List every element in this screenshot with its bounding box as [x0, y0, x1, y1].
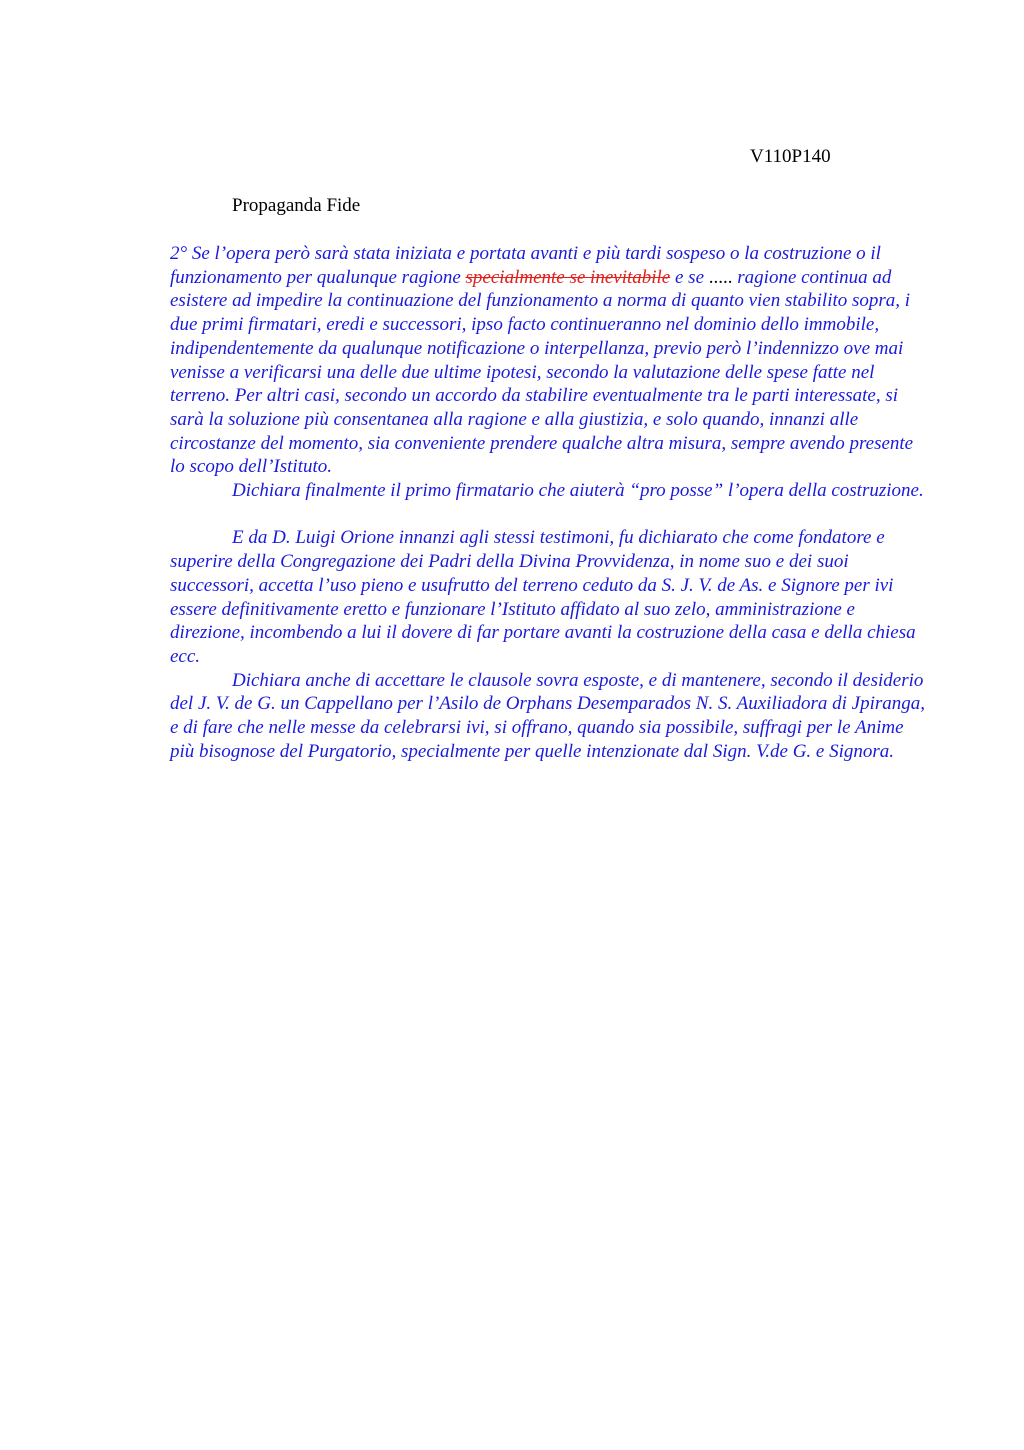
paragraph-declaration: Dichiara finalmente il primo firmatario che aiuterà “pro posse” l’opera della costruzione.	[232, 480, 924, 502]
paragraph-orione: E da D. Luigi Orione innanzi agli stessi testimoni, fu dichiarato che come fondatore e superire della Congregazione dei Padri della Divina Provvidenza, in nome suo e dei suoi successori, accetta l’uso pieno e usufrutto del terreno ceduto da S. J. V. de As. e Signore per ivi essere definitivamente eretto e funzionare l’Istituto affidato al suo zelo, amministrazione e direzione, incombendo a lui il dovere di far portare avanti la costruzione della casa e della chiesa ecc.	[170, 527, 916, 667]
document-heading: Propaganda Fide	[232, 195, 361, 216]
reference-code: V110P140	[750, 146, 831, 167]
paragraph-clause-2	[170, 242, 930, 479]
struck-text: specialmente se inevitabile	[465, 266, 671, 288]
paragraph-spacer	[170, 503, 930, 527]
paragraph-text: e se	[670, 266, 709, 288]
paragraph-text: 2° Se l’opera però sarà stata iniziata e portata avanti e più tardi sospeso o la costruzione o il funzionamento per qualunque ragione	[170, 243, 881, 288]
ellipsis-gap: .....	[708, 266, 733, 288]
paragraph-chaplain: Dichiara anche di accettare le clausole sovra esposte, e di mantenere, secondo il desiderio del J. V. de G. un Cappellano per l’Asilo de Orphans Desemparados N. S. Auxiliadora di Jpiranga, e di fare che nelle messe da celebrarsi ivi, si offrano, quando sia possibile, suffragi per le Anime più bisognose del Purgatorio, specialmente per quelle intenzionate dal Sign. V.de G. e Signora.	[170, 669, 926, 762]
document-body	[170, 242, 930, 763]
paragraph-text: ragione continua ad esistere ad impedire la continuazione del funzionamento a norma di quanto vien stabilito sopra, i due primi firmatari, eredi e successori, ipso facto continueranno nel dominio dello immobile, indipendentemente da qualunque notificazione o interpellanza, previo però l’indennizzo ove mai venisse a verificarsi una delle due ultime ipotesi, secondo la valutazione delle spese fatte nel terreno. Per altri casi, secondo un accordo da stabilire eventualmente tra le parti interessate, si sarà la soluzione più consentanea alla ragione e alla giustizia, e solo quando, innanzi alle circostanze del momento, sia conveniente prendere qualche altra misura, sempre avendo presente lo scopo dell’Istituto.	[170, 266, 914, 478]
